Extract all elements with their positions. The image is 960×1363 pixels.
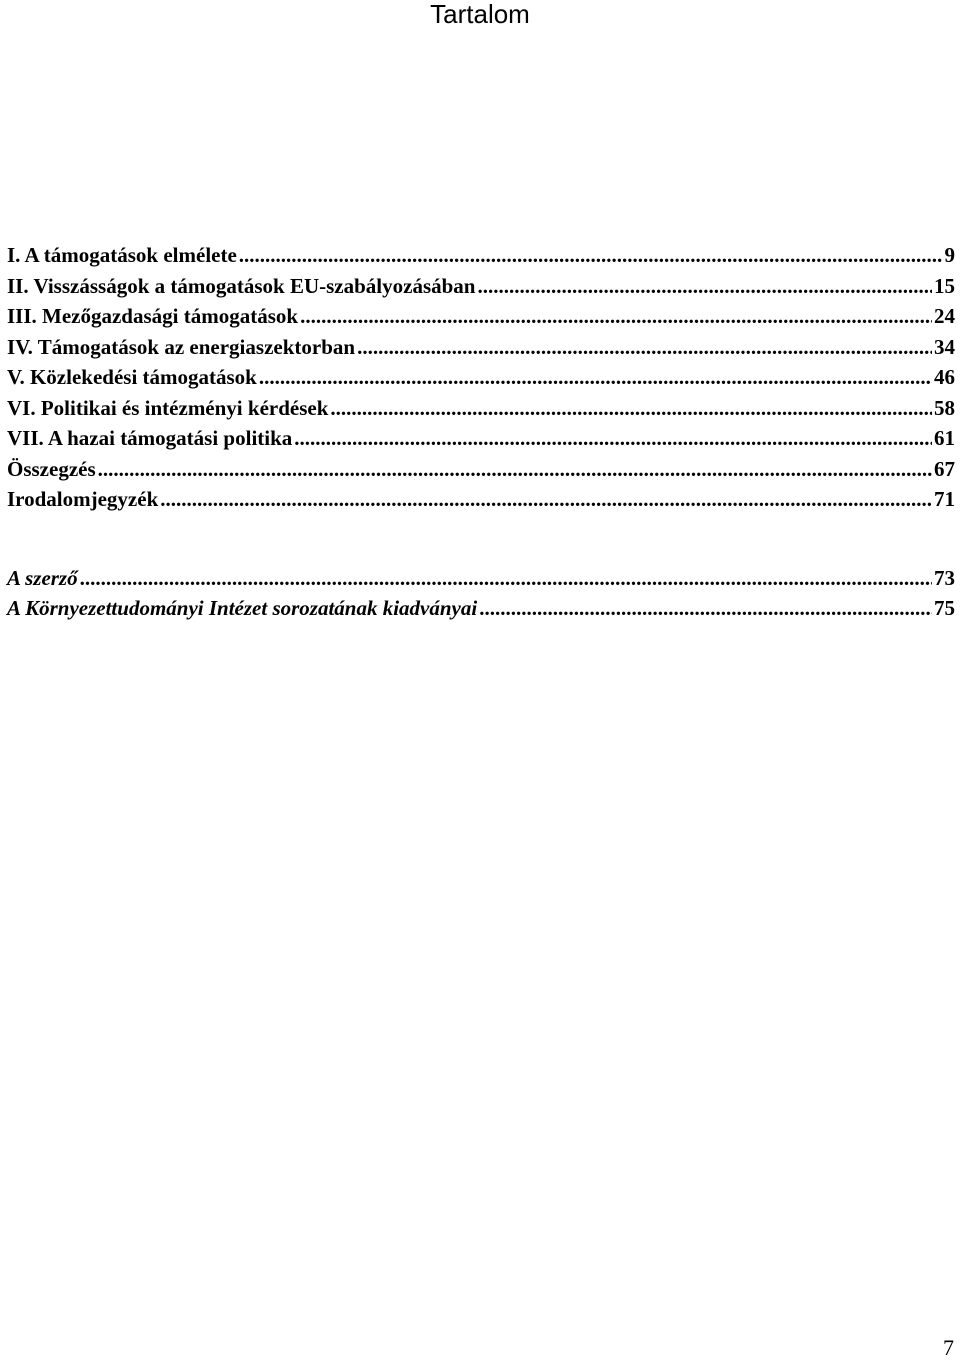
toc-entry-title: III. Mezőgazdasági támogatások <box>7 304 299 328</box>
toc-entry-title: Összegzés <box>7 456 96 481</box>
toc-entry[interactable] <box>7 304 955 335</box>
toc-entry-title: A Környezettudományi Intézet sorozatának kiadványai <box>7 596 478 620</box>
dot-leader <box>80 566 932 591</box>
dot-leader <box>300 304 932 329</box>
toc-entry[interactable] <box>7 365 955 396</box>
toc-entry-page: 15 <box>934 273 955 298</box>
toc-entry-page: 46 <box>934 365 955 389</box>
toc-entry-title: VII. A hazai támogatási politika <box>7 426 293 450</box>
toc-entry-title: VI. Politikai és intézményi kérdések <box>7 395 329 420</box>
toc-entry[interactable] <box>7 596 955 627</box>
dot-leader <box>259 365 932 390</box>
dot-leader <box>479 596 932 621</box>
dot-leader <box>294 426 932 451</box>
dot-leader <box>477 274 932 299</box>
dot-leader <box>239 243 943 268</box>
toc-entry-title: II. Visszásságok a támogatások EU-szabályozásában <box>7 273 476 298</box>
toc-entry-page: 34 <box>934 334 955 359</box>
toc-entry-page: 75 <box>934 596 955 620</box>
toc-entry-title: IV. Támogatások az energiaszektorban <box>7 334 356 359</box>
toc-entry-page: 9 <box>944 243 955 267</box>
toc-entry-title: Irodalomjegyzék <box>7 487 159 511</box>
page-number: 7 <box>943 1335 954 1360</box>
toc-entry-page: 67 <box>934 456 955 481</box>
toc-entry-title: I. A támogatások elmélete <box>7 243 237 267</box>
toc-entry-page: 24 <box>934 304 955 328</box>
toc-entry-page: 58 <box>934 395 955 420</box>
toc-entry[interactable] <box>7 426 955 457</box>
toc-entry[interactable] <box>7 457 955 488</box>
toc-entry-page: 71 <box>934 487 955 511</box>
toc-entry-title: A szerző <box>7 565 78 590</box>
toc-entry[interactable] <box>7 487 955 518</box>
toc-entry-page: 61 <box>934 426 955 450</box>
toc-entry-title: V. Közlekedési támogatások <box>7 365 257 389</box>
toc-entry[interactable] <box>7 335 955 366</box>
toc-entry[interactable] <box>7 243 955 274</box>
dot-leader <box>98 457 932 482</box>
toc-entry[interactable] <box>7 396 955 427</box>
toc-entry[interactable] <box>7 274 955 305</box>
dot-leader <box>357 335 932 360</box>
page-title: Tartalom <box>430 0 530 29</box>
toc-entry-page: 73 <box>934 565 955 590</box>
dot-leader <box>330 396 932 421</box>
table-of-contents <box>7 243 955 627</box>
dot-leader <box>160 487 932 512</box>
toc-entry[interactable] <box>7 566 955 597</box>
